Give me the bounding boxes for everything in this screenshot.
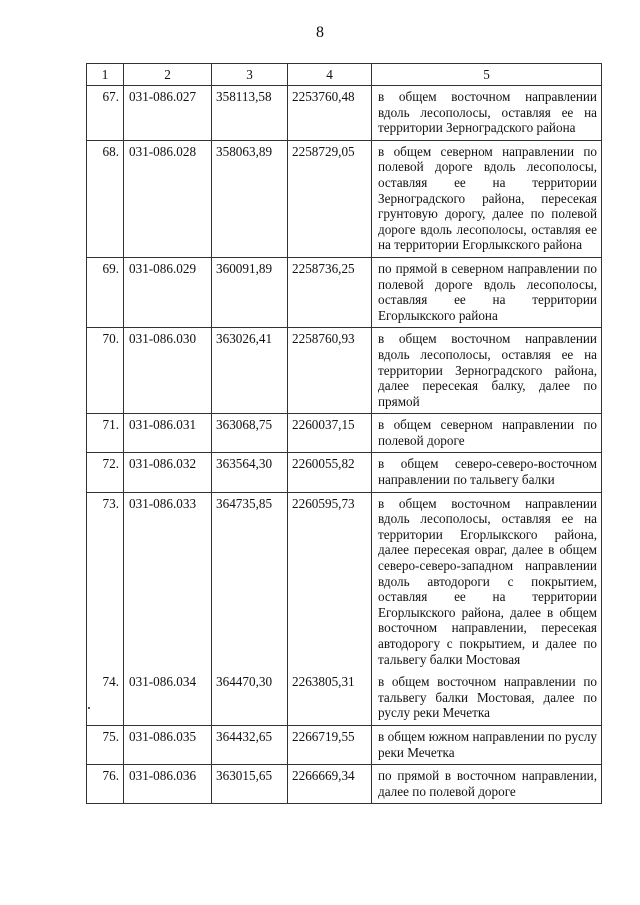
row-number: 74. — [87, 671, 124, 725]
boundary-description: в общем восточном направлении по тальвегу балки Мостовая, далее по руслу реки Мечетка — [372, 671, 602, 725]
coord-y: 2258729,05 — [288, 140, 372, 257]
page-number: 8 — [316, 24, 324, 41]
margin-tick-mark — [88, 707, 90, 709]
boundary-points-table — [86, 63, 602, 804]
coord-x: 363564,30 — [212, 453, 288, 492]
coord-y: 2260055,82 — [288, 453, 372, 492]
table-row — [87, 414, 602, 453]
coord-x: 364470,30 — [212, 671, 288, 725]
table-row — [87, 453, 602, 492]
coord-x: 363068,75 — [212, 414, 288, 453]
boundary-description: в общем восточном направлении вдоль лесополосы, оставляя ее на территории Зерноградского района, далее пересекая балку, далее по прямой — [372, 328, 602, 414]
coord-y: 2260037,15 — [288, 414, 372, 453]
point-code: 031-086.036 — [124, 765, 212, 804]
point-code: 031-086.033 — [124, 492, 212, 671]
coord-y: 2253760,48 — [288, 86, 372, 141]
point-code: 031-086.029 — [124, 257, 212, 327]
point-code: 031-086.027 — [124, 86, 212, 141]
coord-y: 2266669,34 — [288, 765, 372, 804]
boundary-description: по прямой в северном направлении по полевой дороге вдоль лесополосы, оставляя ее на территории Егорлыкского района — [372, 257, 602, 327]
table-row — [87, 86, 602, 141]
table-row — [87, 671, 602, 725]
coord-x: 360091,89 — [212, 257, 288, 327]
boundary-description: в общем восточном направлении вдоль лесополосы, оставляя ее на территории Зерноградского района — [372, 86, 602, 141]
coord-x: 363026,41 — [212, 328, 288, 414]
header-col-4: 4 — [288, 64, 372, 86]
boundary-description: по прямой в восточном направлении, далее по полевой дороге — [372, 765, 602, 804]
row-number: 73. — [87, 492, 124, 671]
coord-y: 2266719,55 — [288, 725, 372, 764]
coord-x: 364432,65 — [212, 725, 288, 764]
boundary-description: в общем северном направлении по полевой дороге вдоль лесополосы, оставляя ее на территории Зерноградского района, пересекая грунтовую дорогу, далее по полевой дороге вдоль лесополосы, оставляя ее на территории Егорлыкского района — [372, 140, 602, 257]
table-row — [87, 140, 602, 257]
boundary-description: в общем южном направлении по руслу реки Мечетка — [372, 725, 602, 764]
point-code: 031-086.032 — [124, 453, 212, 492]
point-code: 031-086.031 — [124, 414, 212, 453]
coord-x: 363015,65 — [212, 765, 288, 804]
row-number: 70. — [87, 328, 124, 414]
boundary-description: в общем северном направлении по полевой дороге — [372, 414, 602, 453]
row-number: 76. — [87, 765, 124, 804]
header-col-2: 2 — [124, 64, 212, 86]
header-col-5: 5 — [372, 64, 602, 86]
coord-y: 2258760,93 — [288, 328, 372, 414]
row-number: 71. — [87, 414, 124, 453]
coord-y: 2258736,25 — [288, 257, 372, 327]
table-row — [87, 765, 602, 804]
boundary-description: в общем северо-северо-восточном направлении по тальвегу балки — [372, 453, 602, 492]
table-row — [87, 328, 602, 414]
row-number: 69. — [87, 257, 124, 327]
point-code: 031-086.035 — [124, 725, 212, 764]
table-row — [87, 725, 602, 764]
row-number: 67. — [87, 86, 124, 141]
coord-y: 2263805,31 — [288, 671, 372, 725]
point-code: 031-086.028 — [124, 140, 212, 257]
table-header-row — [87, 64, 602, 86]
row-number: 68. — [87, 140, 124, 257]
boundary-description: в общем восточном направлении вдоль лесополосы, оставляя ее на территории Егорлыкского района, далее пересекая овраг, далее в общем северо-северо-западном направлении вдоль автодороги с покрытием, оставляя ее на территории Егорлыкского района, далее в общем восточном направлении, пересекая автодорогу с покрытием, и далее по тальвегу балки Мостовая — [372, 492, 602, 671]
coord-x: 358113,58 — [212, 86, 288, 141]
header-col-1: 1 — [87, 64, 124, 86]
point-code: 031-086.034 — [124, 671, 212, 725]
header-col-3: 3 — [212, 64, 288, 86]
coord-x: 364735,85 — [212, 492, 288, 671]
coord-y: 2260595,73 — [288, 492, 372, 671]
row-number: 75. — [87, 725, 124, 764]
point-code: 031-086.030 — [124, 328, 212, 414]
coord-x: 358063,89 — [212, 140, 288, 257]
table-row — [87, 257, 602, 327]
row-number: 72. — [87, 453, 124, 492]
table-row — [87, 492, 602, 671]
